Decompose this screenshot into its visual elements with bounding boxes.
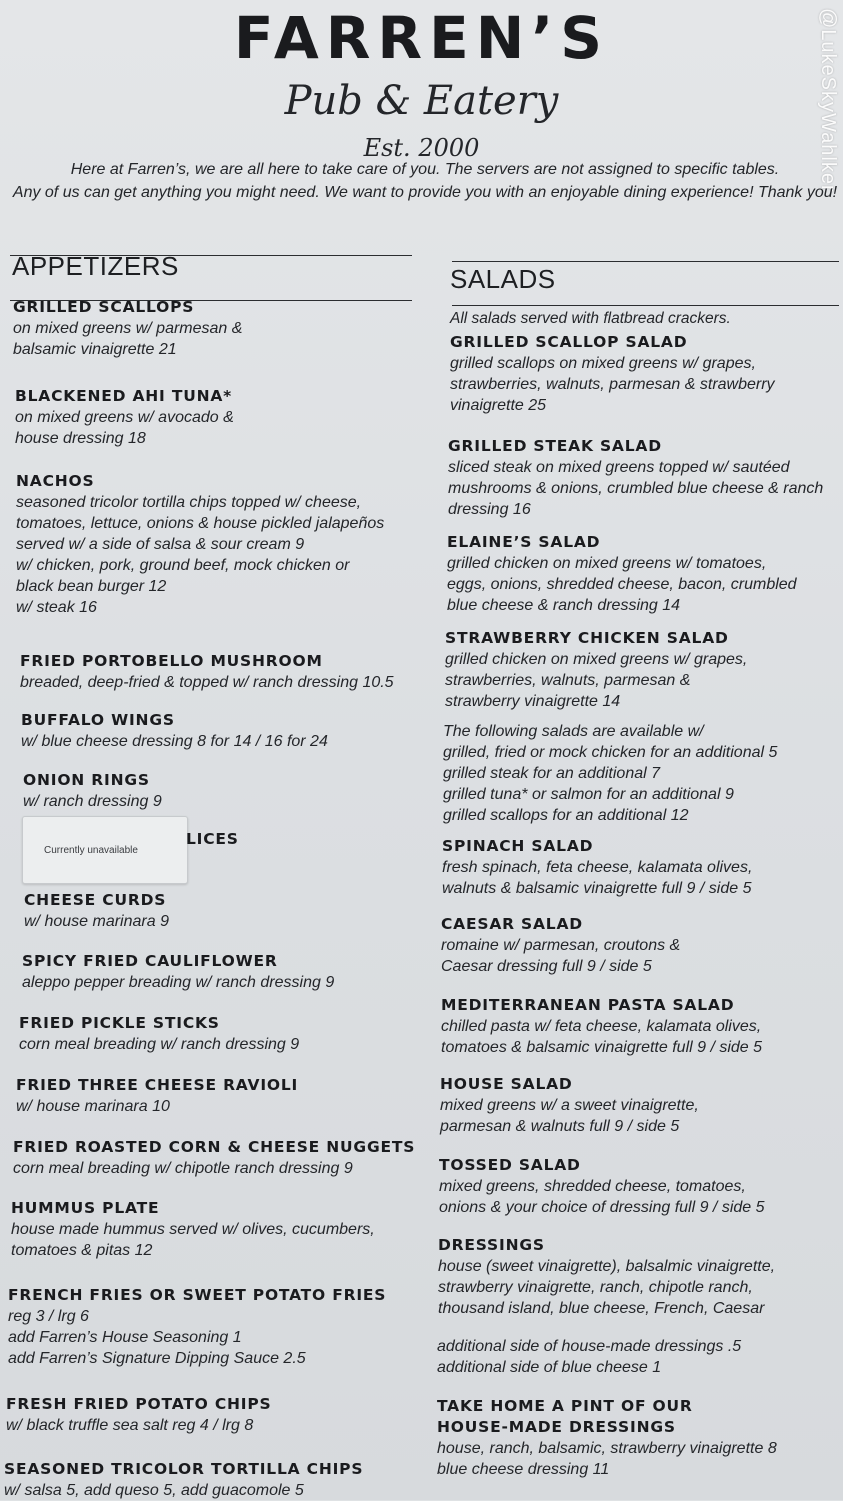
item-name: TAKE HOME A PINT OF OUR HOUSE-MADE DRESSINGS — [437, 1397, 693, 1436]
item-description: w/ house marinara 10 — [16, 1098, 170, 1115]
item-name: GRILLED SCALLOP SALAD — [450, 333, 688, 351]
item-description: mixed greens w/ a sweet vinaigrette, parmesan & walnuts full 9 / side 5 — [440, 1097, 699, 1135]
item-name: HUMMUS PLATE — [11, 1199, 160, 1217]
item-name: GRILLED STEAK SALAD — [448, 437, 662, 455]
item-name: BLACKENED AHI TUNA* — [15, 387, 233, 405]
item-description: house, ranch, balsamic, strawberry vinaigrette 8 blue cheese dressing 11 — [437, 1440, 777, 1478]
item-description: w/ blue cheese dressing 8 for 14 / 16 for 24 — [21, 733, 328, 750]
item-name: SPICY FRIED CAULIFLOWER — [22, 952, 278, 970]
item-name: BUFFALO WINGS — [21, 711, 175, 729]
menu-item-spinach-salad — [442, 836, 843, 899]
menu-item-fried-portobello-mushroom — [20, 651, 430, 693]
item-description: corn meal breading w/ chipotle ranch dressing 9 — [13, 1160, 353, 1177]
menu-item-fried-three-cheese-ravioli — [16, 1075, 426, 1117]
item-name: FRIED PICKLE STICKS — [19, 1014, 220, 1032]
menu-item-seasoned-tricolor-tortilla-chips — [4, 1459, 414, 1501]
item-description: house made hummus served w/ olives, cucumbers, tomatoes & pitas 12 — [11, 1221, 375, 1259]
item-name: STRAWBERRY CHICKEN SALAD — [445, 629, 729, 647]
intro-line-1: Here at Farren’s, we are all here to take care of you. The servers are not assigned to specific tables. — [70, 161, 780, 178]
salads-top-rule — [452, 261, 839, 262]
item-name: CAESAR SALAD — [441, 915, 583, 933]
established-year: Est. 2000 — [363, 134, 480, 162]
menu-item-hummus-plate — [11, 1198, 421, 1261]
item-name: MEDITERRANEAN PASTA SALAD — [441, 996, 735, 1014]
menu-item-grilled-steak-salad — [448, 436, 843, 520]
watermark: @LukeSkyWahlker — [817, 8, 839, 193]
appetizers-title: APPETIZERS — [12, 251, 179, 281]
menu-item-fried-roasted-corn-cheese-nuggets — [13, 1137, 423, 1179]
item-name: SPINACH SALAD — [442, 837, 594, 855]
menu-item-mediterranean-pasta-salad — [441, 995, 843, 1058]
item-description: seasoned tricolor tortilla chips topped w/ cheese, tomatoes, lettuce, onions & house pickled jalapeños served w/ a side of salsa & sour cream 9 w/ chicken, pork, ground beef, mock chicken or black bean burger 12 w/ steak 16 — [16, 494, 385, 616]
item-description: fresh spinach, feta cheese, kalamata olives, walnuts & balsamic vinaigrette full 9 / side 5 — [442, 859, 753, 897]
menu-item-dressings — [438, 1235, 843, 1319]
restaurant-subtitle: Pub & Eatery — [284, 78, 559, 124]
item-description: reg 3 / lrg 6 add Farren’s House Seasoning 1 add Farren’s Signature Dipping Sauce 2.5 — [8, 1308, 306, 1367]
sticker-label: Currently unavailable — [44, 844, 138, 856]
menu-item-grilled-scallops — [13, 297, 423, 360]
item-description: w/ black truffle sea salt reg 4 / lrg 8 — [6, 1417, 254, 1434]
menu-item-tossed-salad — [439, 1155, 843, 1218]
menu-item-caesar-salad — [441, 914, 843, 977]
menu-item-grilled-scallop-salad — [450, 332, 843, 416]
item-description: additional side of house-made dressings .5 additional side of blue cheese 1 — [437, 1338, 742, 1376]
intro-line-2: Any of us can get anything you might need. We want to provide you with an enjoyable dining experience! Thank you! — [12, 184, 838, 201]
menu-item-fresh-fried-potato-chips — [6, 1394, 416, 1436]
item-description: sliced steak on mixed greens topped w/ sautéed mushrooms & onions, crumbled blue cheese & ranch dressing 16 — [448, 459, 824, 518]
item-name: DRESSINGS — [438, 1236, 545, 1254]
item-description: house (sweet vinaigrette), balsalmic vinaigrette, strawberry vinaigrette, ranch, chipotle ranch, thousand island, blue cheese, French, Caesar — [438, 1258, 776, 1317]
item-description: grilled chicken on mixed greens w/ grapes, strawberries, walnuts, parmesan & strawberry vinaigrette 14 — [445, 651, 748, 710]
menu-item-cheese-curds — [24, 890, 434, 932]
item-name: FRENCH FRIES OR SWEET POTATO FRIES — [8, 1286, 387, 1304]
menu-item-fried-pickle-sticks — [19, 1013, 429, 1055]
currently-unavailable-sticker — [22, 816, 188, 884]
item-name: ELAINE’S SALAD — [447, 533, 601, 551]
restaurant-name: FARREN’S — [233, 4, 610, 72]
menu-item-onion-rings — [23, 770, 433, 812]
unavailable-item-name: LICES — [186, 830, 239, 848]
menu-item-strawberry-chicken-salad — [445, 628, 843, 712]
item-description: w/ ranch dressing 9 — [23, 793, 162, 810]
item-description: on mixed greens w/ parmesan & balsamic vinaigrette 21 — [13, 320, 243, 358]
item-description: romaine w/ parmesan, croutons & Caesar dressing full 9 / side 5 — [441, 937, 681, 975]
menu-item-nachos — [16, 471, 426, 618]
menu-item-take-home-dressings — [437, 1396, 843, 1480]
item-description: grilled scallops on mixed greens w/ grapes, strawberries, walnuts, parmesan & strawberry vinaigrette 25 — [450, 355, 775, 414]
additional-dressings — [437, 1336, 843, 1378]
item-description: w/ salsa 5, add queso 5, add guacomole 5 — [4, 1482, 304, 1499]
item-description: corn meal breading w/ ranch dressing 9 — [19, 1036, 300, 1053]
item-description: The following salads are available w/ grilled, fried or mock chicken for an additional 5 grilled steak for an additional 7 grilled tuna* or salmon for an additional 9 grilled scallops for an additional 12 — [443, 723, 778, 824]
menu-item-spicy-fried-cauliflower — [22, 951, 432, 993]
item-description: aleppo pepper breading w/ ranch dressing 9 — [22, 974, 335, 991]
item-description: on mixed greens w/ avocado & house dressing 18 — [15, 409, 234, 447]
salads-title: SALADS — [450, 264, 556, 294]
item-description: mixed greens, shredded cheese, tomatoes, onions & your choice of dressing full 9 / side 5 — [439, 1178, 765, 1216]
item-name: NACHOS — [16, 472, 95, 490]
menu-item-elaines-salad — [447, 532, 843, 616]
item-name: TOSSED SALAD — [439, 1156, 581, 1174]
item-name: HOUSE SALAD — [440, 1075, 573, 1093]
item-description: breaded, deep-fried & topped w/ ranch dressing 10.5 — [20, 674, 394, 691]
item-name: ONION RINGS — [23, 771, 150, 789]
item-name: FRIED ROASTED CORN & CHEESE NUGGETS — [13, 1138, 416, 1156]
menu-item-fries — [8, 1285, 418, 1369]
menu-item-buffalo-wings — [21, 710, 431, 752]
salads-bottom-rule — [452, 305, 839, 306]
salad-add-ons — [443, 721, 843, 826]
item-description: grilled chicken on mixed greens w/ tomatoes, eggs, onions, shredded cheese, bacon, crumbled blue cheese & ranch dressing 14 — [447, 555, 797, 614]
salads-note: All salads served with flatbread crackers. — [450, 310, 731, 327]
item-name: FRIED PORTOBELLO MUSHROOM — [20, 652, 323, 670]
intro-text — [10, 158, 840, 204]
item-name: GRILLED SCALLOPS — [13, 298, 195, 316]
item-name: FRESH FRIED POTATO CHIPS — [6, 1395, 272, 1413]
item-name: FRIED THREE CHEESE RAVIOLI — [16, 1076, 299, 1094]
item-description: chilled pasta w/ feta cheese, kalamata olives, tomatoes & balsamic vinaigrette full 9 / side 5 — [441, 1018, 763, 1056]
menu-item-blackened-ahi-tuna — [15, 386, 425, 449]
item-name: SEASONED TRICOLOR TORTILLA CHIPS — [4, 1460, 364, 1478]
menu-item-house-salad — [440, 1074, 843, 1137]
item-description: w/ house marinara 9 — [24, 913, 169, 930]
item-name: CHEESE CURDS — [24, 891, 167, 909]
